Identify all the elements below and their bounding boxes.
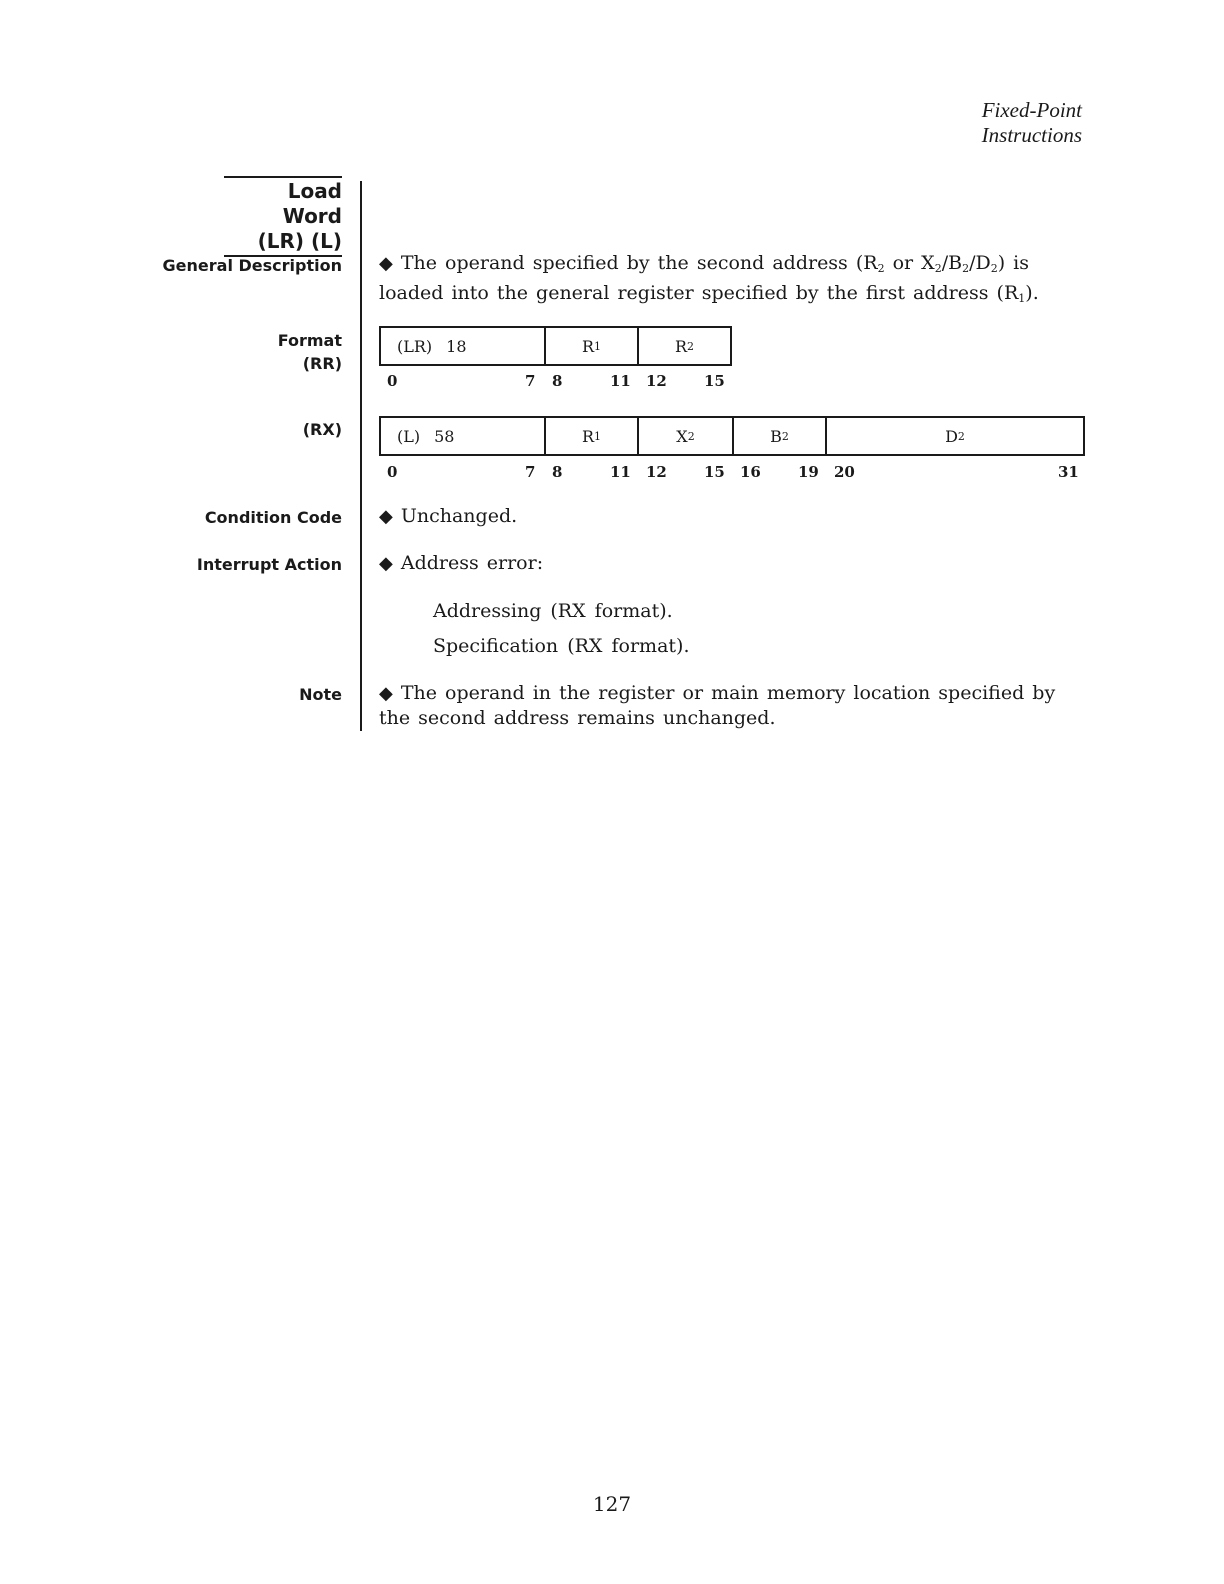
rx-opcode-field: (L) 58 <box>381 418 546 454</box>
rx-x2-field: X 2 <box>639 418 734 454</box>
bullet-icon: ◆ <box>379 553 393 574</box>
label-condition-code: Condition Code <box>204 508 342 527</box>
condition-code-text: ◆ Unchanged. <box>379 505 518 527</box>
bullet-icon: ◆ <box>379 506 393 527</box>
label-rr: (RR) <box>302 354 342 373</box>
bullet-icon: ◆ <box>379 683 393 704</box>
rx-bit-label: 19 <box>798 463 819 481</box>
rx-bit-label: 12 <box>646 463 667 481</box>
rr-r1-field: R 1 <box>546 328 639 364</box>
page-number: 127 <box>592 1492 632 1516</box>
interrupt-action-text: ◆ Address error: <box>379 552 544 574</box>
rr-bit-label: 7 <box>525 372 536 390</box>
label-format: Format <box>277 331 342 350</box>
bullet-icon: ◆ <box>379 253 393 274</box>
column-divider <box>360 181 362 731</box>
rx-bit-label: 7 <box>525 463 536 481</box>
running-head-line-1: Fixed-Point <box>981 98 1082 122</box>
title-line-2: (LR) (L) <box>257 229 342 253</box>
rx-format-diagram <box>379 416 1085 456</box>
rx-b2-field: B 2 <box>734 418 827 454</box>
rx-bit-label: 15 <box>704 463 725 481</box>
rx-r1-field: R 1 <box>546 418 639 454</box>
rx-bit-label: 0 <box>387 463 398 481</box>
label-note: Note <box>299 685 342 704</box>
rr-bit-label: 0 <box>387 372 398 390</box>
general-description-text: ◆ The operand specified by the second address ($R_2$ or $X_2/B_2/D_2$) is loaded into the general register specified by the first address $(R_1)$. <box>379 252 1039 305</box>
rr-bit-label: 15 <box>704 372 725 390</box>
rx-bit-label: 16 <box>740 463 761 481</box>
rr-opcode-field: (LR) 18 <box>381 328 546 364</box>
rr-r2-field: R 2 <box>674 336 695 356</box>
rr-bit-label: 11 <box>610 372 631 390</box>
label-general-description: General Description <box>162 256 342 275</box>
running-head-line-2: Instructions <box>981 123 1082 147</box>
running-head <box>982 98 1082 148</box>
rx-bit-label: 31 <box>1058 463 1079 481</box>
rx-bit-label: 8 <box>552 463 563 481</box>
note-text: ◆ The operand in the register or main memory location specified by the second address remains unchanged. <box>379 682 1056 729</box>
label-rx: (RX) <box>302 420 342 439</box>
label-interrupt-action: Interrupt Action <box>196 555 342 574</box>
interrupt-item: Addressing (RX format). <box>433 600 673 622</box>
instruction-title <box>224 176 342 257</box>
title-line-1: Load Word <box>282 179 342 228</box>
rx-bit-label: 20 <box>834 463 855 481</box>
interrupt-item: Specification (RX format). <box>433 635 690 657</box>
rr-bit-label: 8 <box>552 372 563 390</box>
rr-format-diagram <box>379 326 732 366</box>
rx-d2-field: D 2 <box>945 426 965 446</box>
rr-bit-label: 12 <box>646 372 667 390</box>
rx-bit-label: 11 <box>610 463 631 481</box>
